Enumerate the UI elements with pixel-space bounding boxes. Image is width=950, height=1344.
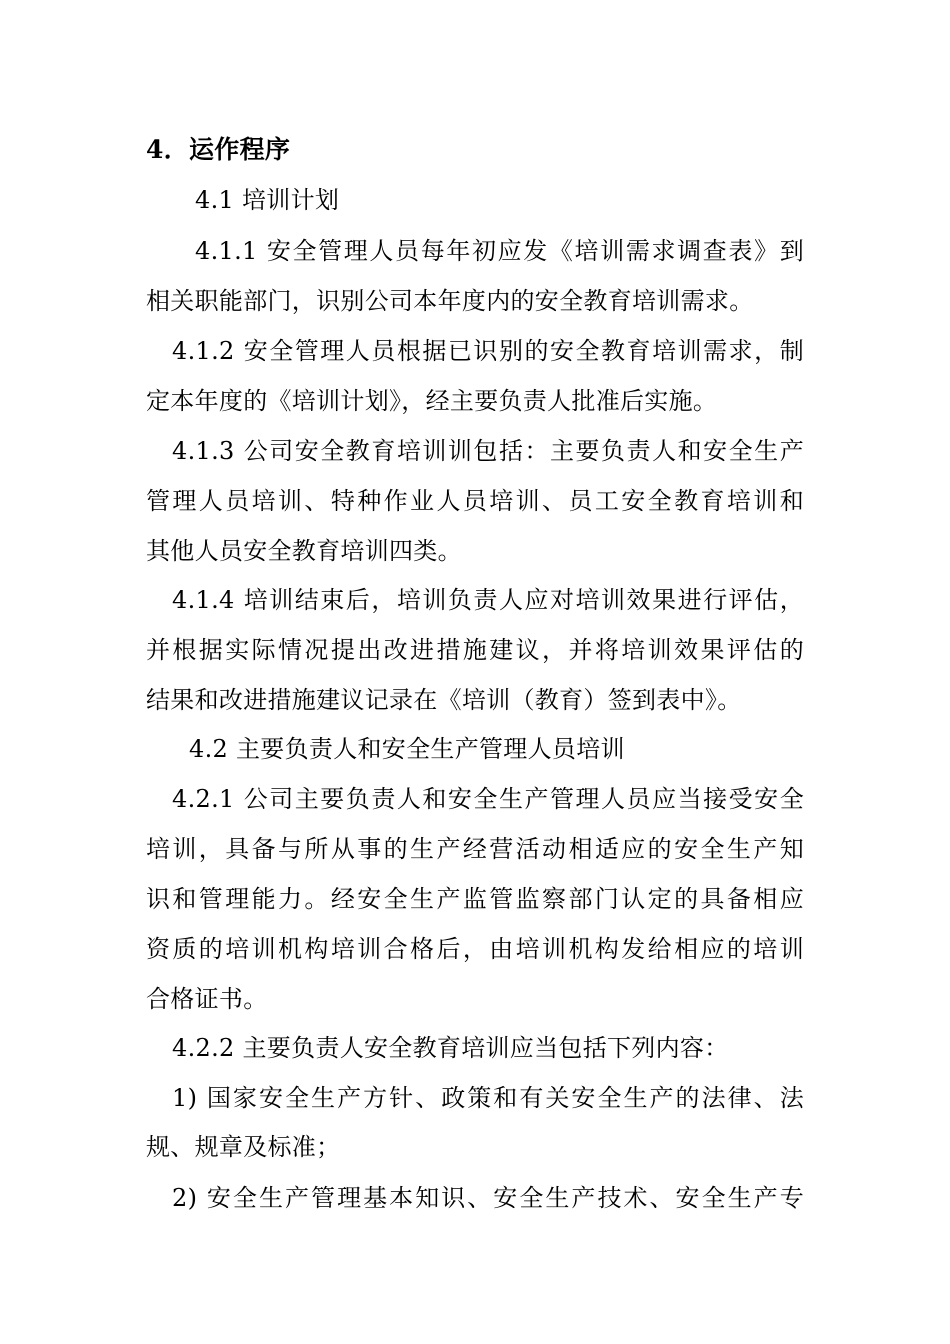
paragraph-line: 4.1.1 安全管理人员每年初应发《培训需求调查表》到 — [195, 237, 804, 265]
paragraph-line: 其他人员安全教育培训四类。 — [146, 537, 462, 565]
paragraph-line: 4.1.2 安全管理人员根据已识别的安全教育培训需求，制 — [172, 337, 804, 365]
paragraph-line: 结果和改进措施建议记录在《培训（教育）签到表中》。 — [146, 686, 742, 714]
paragraph-line: 4.2.1 公司主要负责人和安全生产管理人员应当接受安全 — [172, 785, 804, 813]
paragraph-line: 资质的培训机构培训合格后，由培训机构发给相应的培训 — [146, 935, 804, 963]
section-heading: 4．运作程序 — [146, 135, 291, 164]
paragraph-line: 管理人员培训、特种作业人员培训、员工安全教育培训和 — [146, 487, 804, 515]
paragraph-line: 4.1.3 公司安全教育培训训包括：主要负责人和安全生产 — [172, 437, 804, 465]
subsection-heading: 4.2 主要负责人和安全生产管理人员培训 — [189, 735, 625, 763]
paragraph-line: 4.1.4 培训结束后，培训负责人应对培训效果进行评估， — [172, 586, 804, 614]
paragraph-line: 4.2.2 主要负责人安全教育培训应当包括下列内容： — [172, 1034, 729, 1062]
paragraph-line: 培训，具备与所从事的生产经营活动相适应的安全生产知 — [146, 835, 804, 863]
paragraph-line: 并根据实际情况提出改进措施建议，并将培训效果评估的 — [146, 636, 804, 664]
paragraph-line: 相关职能部门，识别公司本年度内的安全教育培训需求。 — [146, 287, 754, 315]
list-item: 1) 国家安全生产方针、政策和有关安全生产的法律、法 — [172, 1084, 804, 1112]
paragraph-line: 识和管理能力。经安全生产监管监察部门认定的具备相应 — [146, 885, 804, 913]
paragraph-line: 定本年度的《培训计划》，经主要负责人批准后实施。 — [146, 387, 718, 415]
subsection-heading: 4.1 培训计划 — [195, 186, 340, 214]
list-item: 2) 安全生产管理基本知识、安全生产技术、安全生产专 — [172, 1184, 804, 1212]
paragraph-line: 合格证书。 — [146, 985, 268, 1013]
list-item-continuation: 规、规章及标准； — [146, 1133, 341, 1161]
